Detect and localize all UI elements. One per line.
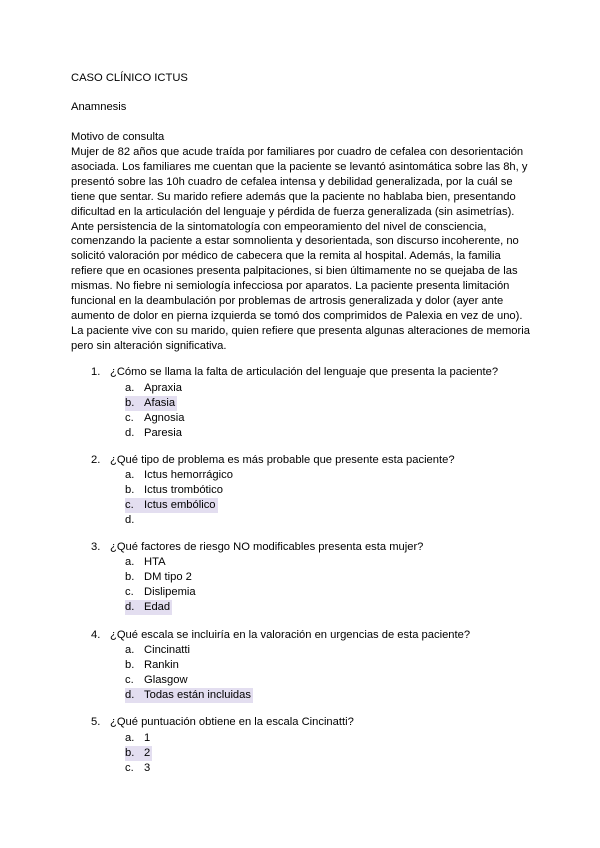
question-text: ¿Qué escala se incluiría en la valoración en urgencias de esta paciente? [110,629,471,641]
option-letter: c. [125,761,134,774]
option-letter: a. [125,644,135,656]
option-letter: a. [125,556,135,568]
section-heading: Anamnesis [71,101,127,113]
option-d [125,513,233,528]
paragraph-line: solicitó valoración por médico de cabecera que la remita al hospital. Además, la familia [71,250,501,263]
question-number: 2. [91,454,101,466]
option-letter: c. [125,411,134,424]
option-text: Ictus embólico [144,498,216,511]
option-letter: b. [125,658,135,671]
question-text: ¿Qué factores de riesgo NO modificables presenta esta mujer? [110,541,424,553]
option-c [125,673,253,688]
option-text: Todas están incluidas [144,688,251,701]
option-c [125,498,233,513]
paragraph-line: pero sin alteración significativa. [71,339,227,352]
option-letter: a. [125,382,135,394]
option-b [125,658,253,673]
document-title: CASO CLÍNICO ICTUS [71,72,188,84]
option-b [125,483,233,498]
question-5-options [125,731,152,776]
option-text: Cincinatti [144,644,191,656]
option-c [125,585,196,600]
question-number: 3. [91,541,101,553]
option-text: HTA [144,556,166,568]
paragraph-line: refiere que en ocasiones presenta palpitaciones, si bien últimamente no se quejaba de las [71,265,518,278]
highlighted-answer [125,498,218,513]
option-letter: b. [125,570,135,583]
option-text: 3 [144,761,151,774]
paragraph-line: aumento de dolor en pierna izquierda se tomó dos comprimidos de Palexia en vez de uno). [71,309,523,322]
option-text: Apraxia [144,382,182,394]
paragraph-line: comenzando la paciente a estar somnolienta y desorientada, son discurso incoherente, no [71,235,519,248]
option-letter: d. [125,600,135,613]
option-b [125,570,196,585]
option-letter: d. [125,513,135,526]
question-3-options [125,555,196,615]
option-letter: d. [125,688,135,701]
option-text: 1 [144,732,151,744]
option-text: Ictus trombótico [144,483,223,496]
option-text: Agnosia [144,411,185,424]
question-text: ¿Qué puntuación obtiene en la escala Cincinatti? [110,716,354,728]
highlighted-answer [125,396,177,411]
option-letter: a. [125,732,135,744]
paragraph-line: presentó sobre las 10h cuadro de cefalea intensa y debilidad generalizada, por la cuál se [71,175,513,188]
subsection-heading: Motivo de consulta [71,131,165,143]
question-4-options [125,643,253,703]
option-c [125,761,152,776]
option-letter: b. [125,483,135,496]
option-text: Dislipemia [144,585,196,598]
option-a [125,555,196,570]
question-number: 1. [91,366,101,378]
option-text: Rankin [144,658,179,671]
option-text: 2 [144,746,151,759]
option-a [125,468,233,483]
paragraph-line: Ante persistencia de la sintomatología con empeoramiento del nivel de consciencia, [71,220,487,233]
highlighted-answer [125,600,172,615]
option-c [125,411,184,426]
option-letter: a. [125,469,135,481]
highlighted-answer [125,746,152,761]
option-text: Glasgow [144,673,188,686]
option-text: DM tipo 2 [144,570,192,583]
option-letter: b. [125,746,135,759]
question-text: ¿Qué tipo de problema es más probable que presente esta paciente? [110,454,455,466]
option-b [125,396,184,411]
option-text: Edad [144,600,171,613]
paragraph-line: Mujer de 82 años que acude traída por familiares por cuadro de cefalea con desorientación [71,146,524,158]
paragraph-line: asociada. Los familiares me cuentan que la paciente se levantó asintomática sobre las 8h, y [71,160,528,173]
highlighted-answer [125,688,253,703]
option-letter: c. [125,673,134,686]
option-a [125,643,253,658]
paragraph-line: mismas. No fiebre ni semiología infecciosa por aparatos. La paciente presenta limitación [71,280,510,293]
paragraph-line: dificultad en la articulación del lenguaje y pérdida de fuerza generalizada (sin asimetrías). [71,205,515,218]
option-letter: b. [125,396,135,409]
option-a [125,381,184,396]
question-number: 5. [91,716,101,728]
option-text: Afasia [144,396,176,409]
question-1-options [125,381,184,441]
option-a [125,731,152,746]
question-number: 4. [91,629,101,641]
option-d [125,426,184,441]
option-letter: c. [125,498,134,511]
option-d [125,600,196,615]
question-text: ¿Cómo se llama la falta de articulación del lenguaje que presenta la paciente? [110,366,499,378]
option-b [125,746,152,761]
question-2-options [125,468,233,528]
paragraph-line: tiene que sentar. Su marido refiere además que la paciente no hablaba bien, presentando [71,190,516,203]
option-text: Paresia [144,426,182,439]
option-text: Ictus hemorrágico [144,469,233,481]
paragraph-line: funcional en la deambulación por problemas de artrosis generalizada y dolor (ayer ante [71,295,504,308]
option-d [125,688,253,703]
paragraph-line: La paciente vive con su marido, quien refiere que presenta algunas alteraciones de memoria [71,324,530,337]
option-letter: c. [125,585,134,598]
option-letter: d. [125,426,135,439]
case-description [71,145,531,354]
